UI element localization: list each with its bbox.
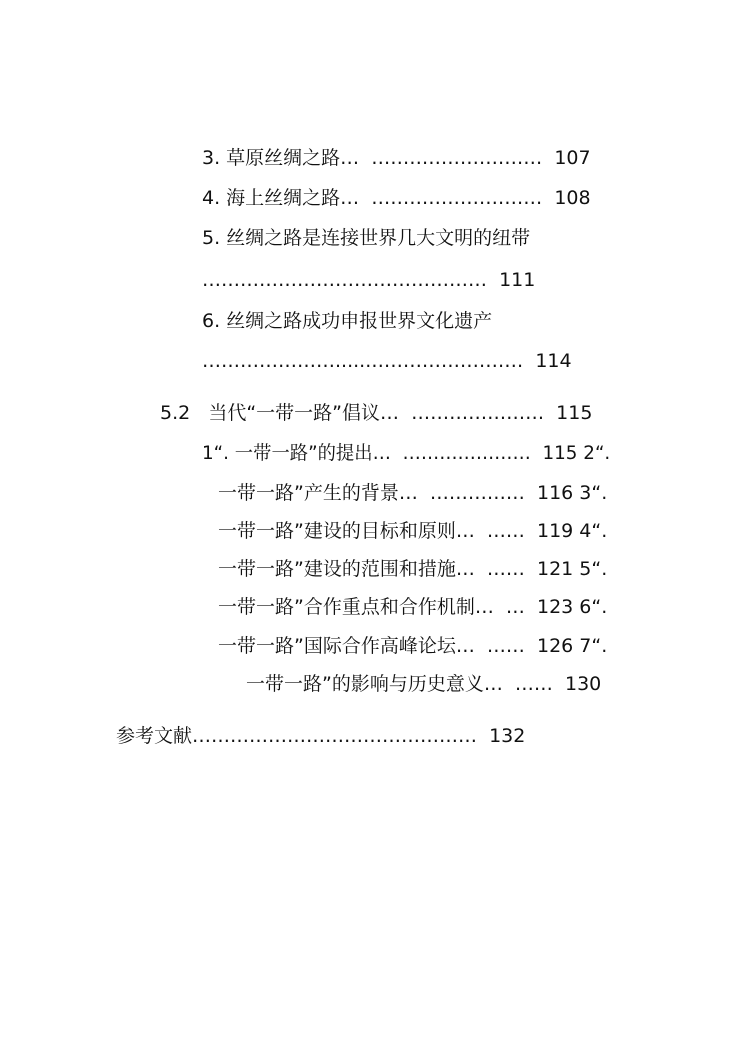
toc-subentry-1[interactable]: 1“. 一带一路”的提出… ………………… 115 2“. [202, 442, 611, 464]
toc-entry-4[interactable]: 4. 海上丝绸之路… ……………………… 108 [202, 187, 591, 209]
toc-subentry-2[interactable]: 一带一路”产生的背景… …………… 116 3“. [218, 482, 608, 504]
toc-entry-5-title[interactable]: 5. 丝绸之路是连接世界几大文明的纽带 [202, 227, 531, 249]
toc-subentry-7[interactable]: 一带一路”的影响与历史意义… …… 130 [246, 673, 602, 695]
toc-subentry-4[interactable]: 一带一路”建设的范围和措施… …… 121 5“. [218, 558, 608, 580]
toc-references[interactable]: 参考文献……………………………………… 132 [116, 725, 526, 747]
toc-entry-3[interactable]: 3. 草原丝绸之路… ……………………… 107 [202, 147, 591, 169]
toc-subentry-5[interactable]: 一带一路”合作重点和合作机制… … 123 6“. [218, 596, 608, 618]
toc-entry-6-leader[interactable]: …………………......…………………… 114 [202, 350, 572, 372]
toc-subentry-6[interactable]: 一带一路”国际合作高峰论坛… …… 126 7“. [218, 635, 608, 657]
toc-entry-5-leader[interactable]: ……………………………………… 111 [202, 269, 536, 291]
toc-entry-6-title[interactable]: 6. 丝绸之路成功申报世界文化遗产 [202, 310, 493, 332]
toc-section-5-2[interactable]: 5.2 当代“一带一路”倡议… ………………… 115 [160, 402, 593, 424]
toc-subentry-3[interactable]: 一带一路”建设的目标和原则… …… 119 4“. [218, 520, 608, 542]
